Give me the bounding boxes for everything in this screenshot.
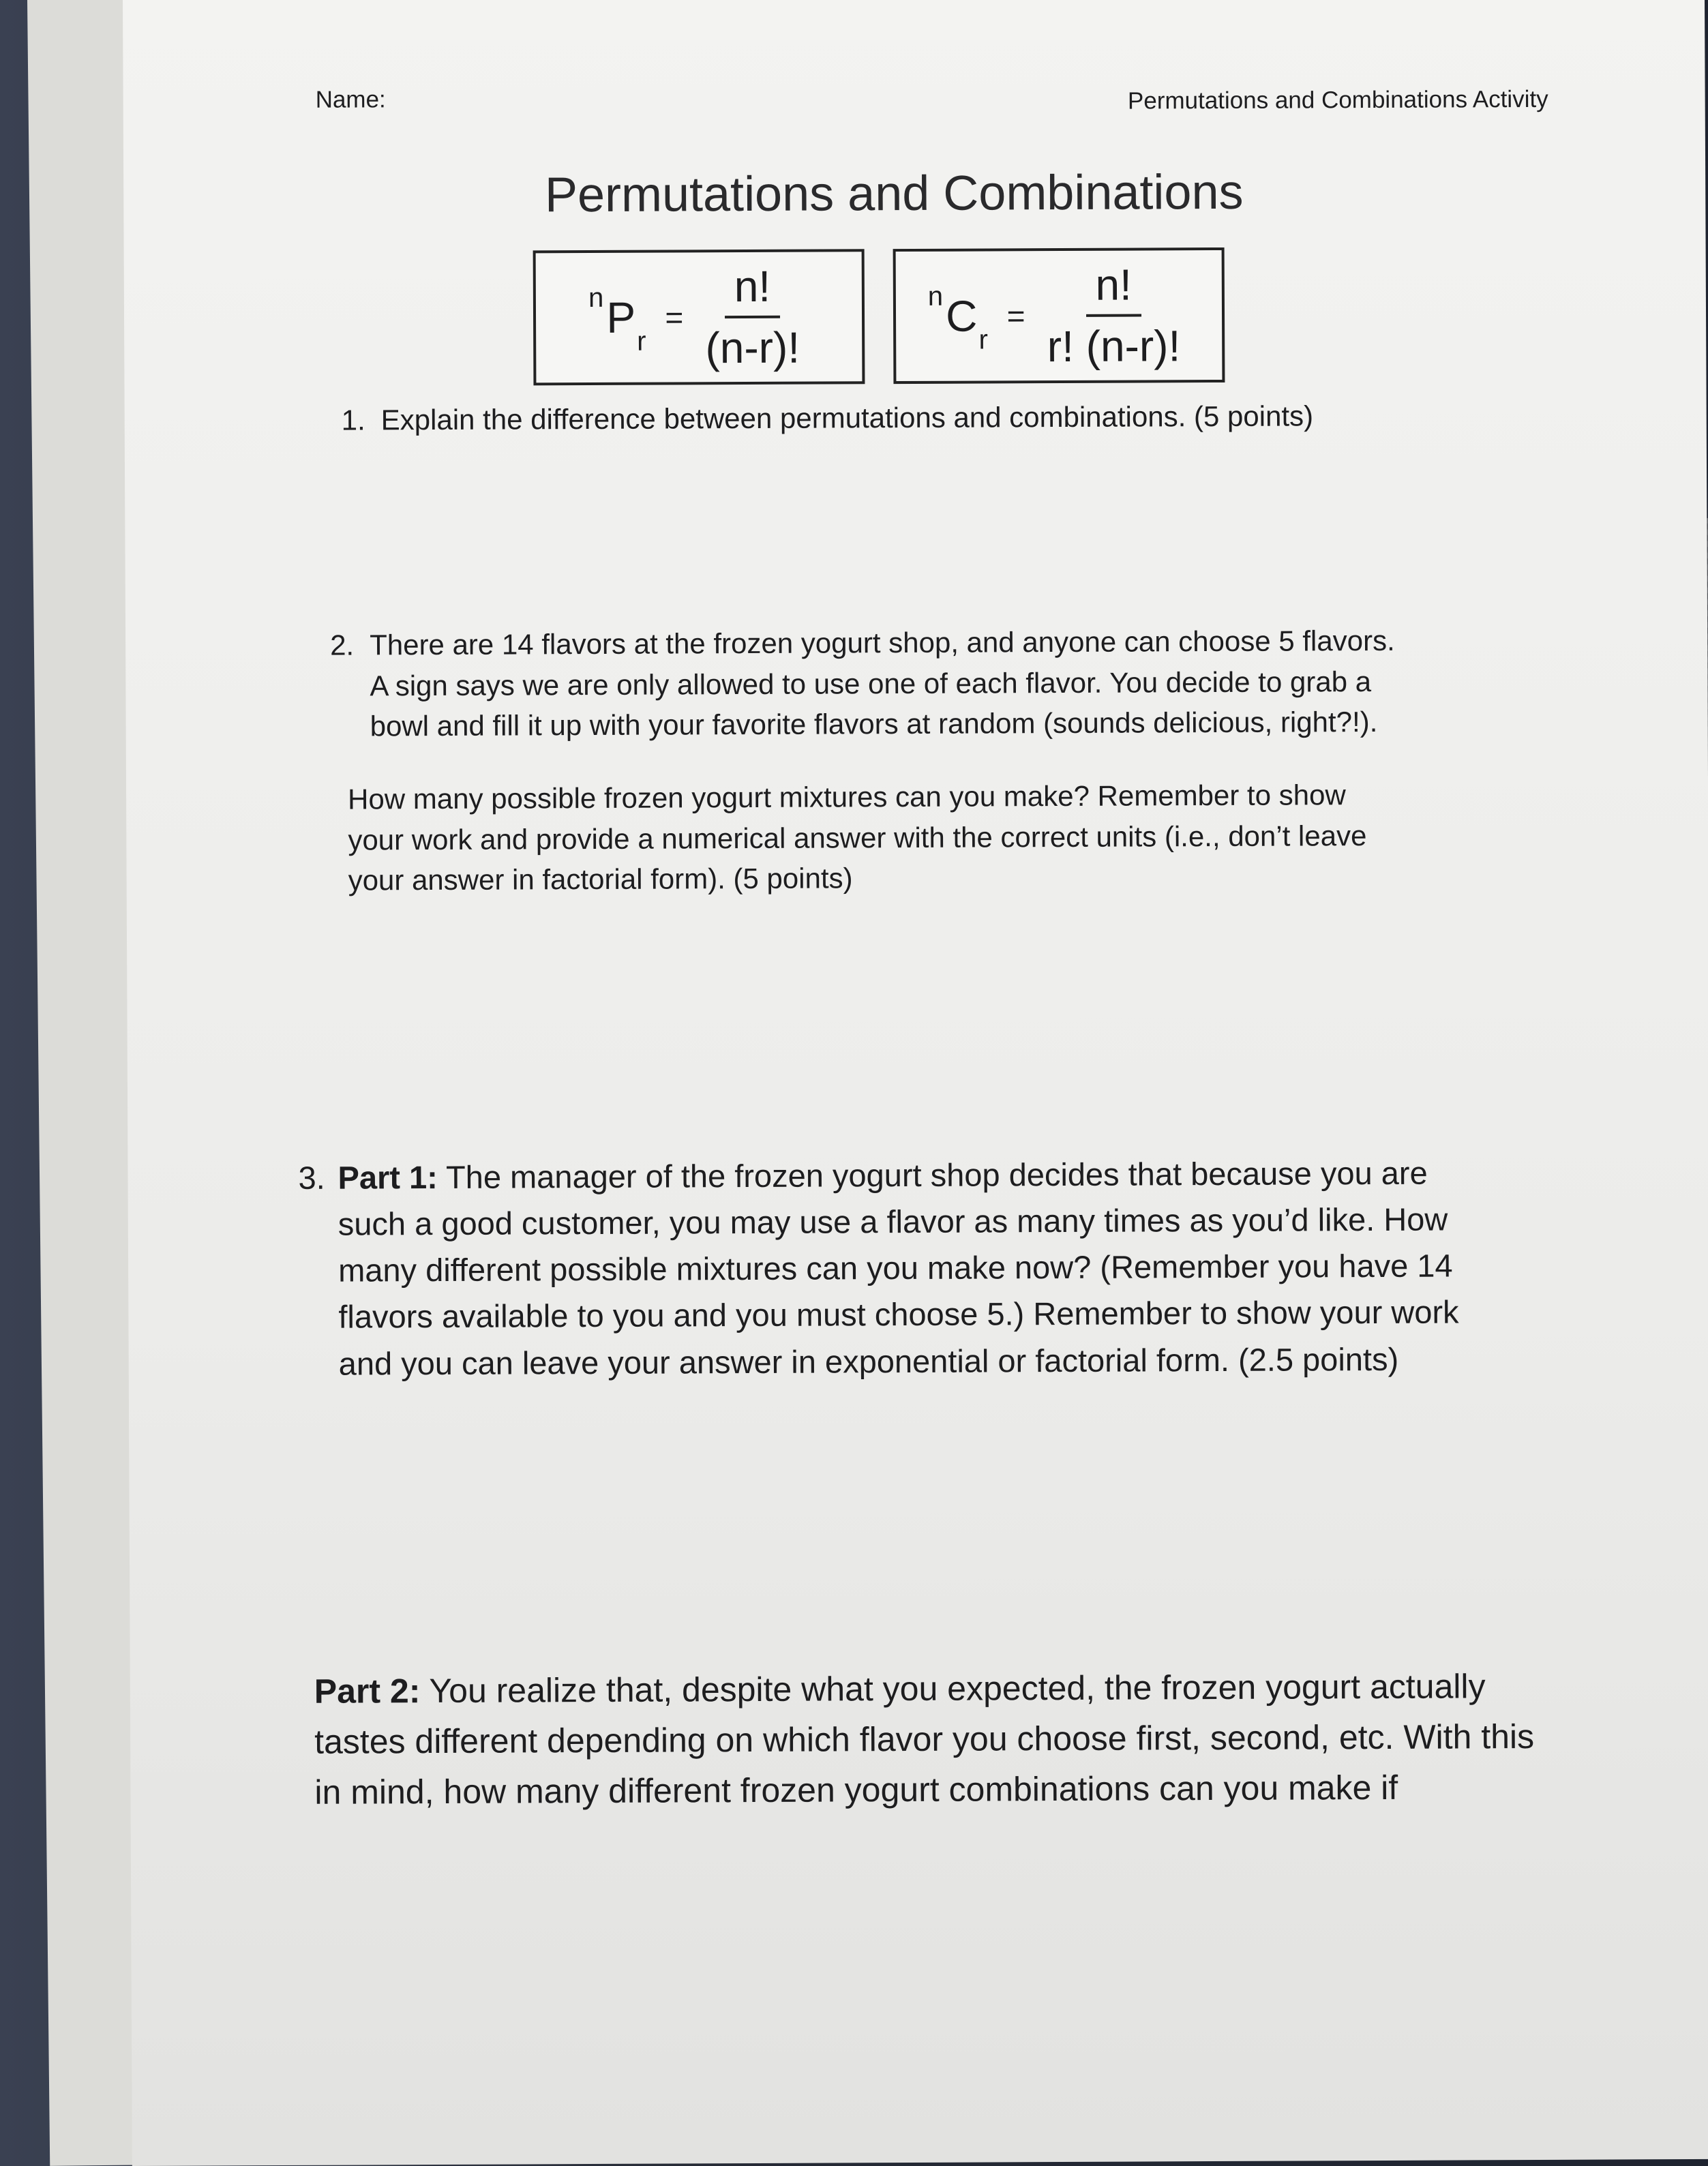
question-3-line-1: The manager of the frozen yogurt shop decides that because you are	[437, 1154, 1428, 1196]
question-2	[330, 620, 1490, 747]
combination-denominator: r! (n-r)!	[1047, 321, 1181, 372]
permutation-denominator: (n-r)!	[705, 322, 800, 373]
permutation-numerator: n!	[725, 261, 781, 318]
permutation-fraction	[695, 261, 809, 374]
question-3-part-2	[314, 1661, 1610, 1818]
permutation-equals: =	[665, 299, 684, 335]
permutation-sub: r	[637, 326, 646, 357]
question-3-line-5: and you can leave your answer in exponential or factorial form. (2.5 points)	[338, 1340, 1399, 1382]
combination-symbol	[927, 281, 988, 355]
activity-title: Permutations and Combinations Activity	[1127, 85, 1548, 115]
permutation-symbol	[588, 282, 646, 357]
question-1	[342, 395, 1314, 440]
question-2-line-2: A sign says we are only allowed to use one of each flavor. You decide to grab a	[370, 665, 1372, 702]
question-3-part-1	[298, 1149, 1526, 1387]
question-2-line-3: bowl and fill it up with your favorite flavors at random (sounds delicious, right?!).	[370, 706, 1378, 742]
page-title: Permutations and Combinations	[544, 164, 1244, 223]
combination-sub: r	[978, 325, 988, 355]
permutation-letter: P	[606, 292, 636, 342]
part-2-line-3: in mind, how many different frozen yogurt combinations can you make if	[314, 1768, 1398, 1811]
question-3-part-label: Part 1:	[338, 1159, 438, 1196]
part-2-line-1: You realize that, despite what you expected, the frozen yogurt actually	[420, 1667, 1486, 1711]
question-1-text: Explain the difference between permutations and combinations. (5 points)	[380, 400, 1314, 436]
combination-fraction	[1037, 259, 1190, 372]
name-label: Name:	[315, 86, 386, 113]
question-2-line-6: your answer in factorial form). (5 points)	[348, 862, 853, 897]
question-3-line-2: such a good customer, you may use a flavor as many times as you’d like. How	[338, 1201, 1448, 1242]
combination-equals: =	[1006, 298, 1025, 334]
question-1-number: 1.	[341, 404, 365, 436]
question-3-line-4: flavors available to you and you must choose 5.) Remember to show your work	[338, 1293, 1459, 1336]
question-2-line-5: your work and provide a numerical answer with the correct units (i.e., don’t leave	[348, 819, 1367, 856]
combination-formula-box	[893, 247, 1225, 384]
worksheet-page	[123, 0, 1708, 2166]
question-2-number: 2.	[330, 629, 355, 661]
question-3-line-3: many different possible mixtures can you make now? (Remember you have 14	[338, 1247, 1453, 1289]
combination-sup: n	[927, 281, 944, 312]
part-2-line-2: tastes different depending on which flavor you choose first, second, etc. With this	[314, 1717, 1535, 1761]
combination-letter: C	[946, 291, 978, 341]
combination-numerator: n!	[1085, 259, 1141, 316]
question-2-line-1: There are 14 flavors at the frozen yogurt shop, and anyone can choose 5 flavors.	[370, 624, 1395, 661]
part-2-label: Part 2:	[314, 1672, 421, 1711]
question-2-prompt	[348, 774, 1508, 901]
permutation-sup: n	[588, 282, 604, 314]
question-2-line-4: How many possible frozen yogurt mixtures can you make? Remember to show	[348, 779, 1346, 815]
permutation-formula-box	[533, 249, 865, 385]
question-3-number: 3.	[298, 1159, 325, 1196]
